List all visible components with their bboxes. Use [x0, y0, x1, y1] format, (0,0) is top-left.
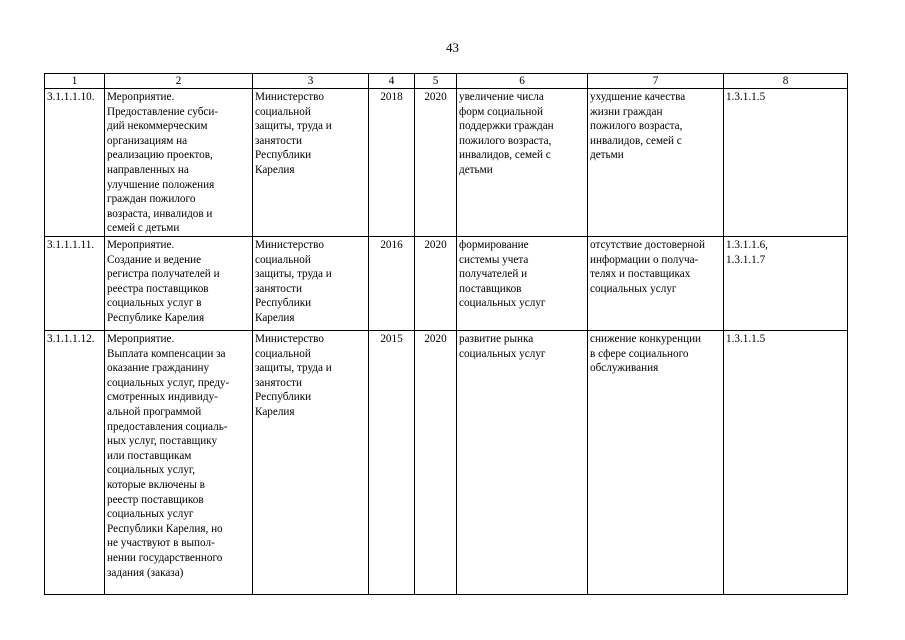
column-header-2: 2 [105, 74, 253, 89]
end-year-cell-text: 2020 [424, 91, 447, 103]
column-header-5: 5 [415, 74, 457, 89]
code-cell [45, 331, 105, 595]
consequences-cell [588, 331, 724, 595]
table-row [45, 89, 848, 237]
code-cell [45, 237, 105, 331]
consequences-cell [588, 89, 724, 237]
executor-cell-text: Министерство социальной защиты, труда и занятости Республики Карелия [255, 91, 332, 176]
expected-result-cell-text: формирование системы учета получателей и поставщиков социальных услуг [459, 239, 546, 310]
end-year-cell [415, 89, 457, 237]
program-events-table [44, 73, 848, 595]
column-header-7: 7 [588, 74, 724, 89]
indicator-link-cell [724, 237, 848, 331]
executor-cell [253, 89, 369, 237]
end-year-cell-text: 2020 [424, 333, 447, 345]
executor-cell-text: Министерство социальной защиты, труда и занятости Республики Карелия [255, 239, 332, 324]
expected-result-cell [457, 89, 588, 237]
start-year-cell [369, 331, 415, 595]
table-row [45, 331, 848, 595]
start-year-cell [369, 237, 415, 331]
end-year-cell [415, 331, 457, 595]
page-number: 43 [446, 40, 459, 55]
consequences-cell-text: отсутствие достоверной информации о получа- телях и поставщиках социальных услуг [590, 239, 706, 295]
event-description-cell-text: Мероприятие. Создание и ведение регистра получателей и реестра поставщиков социальных услуг в Республике Карелия [107, 239, 220, 324]
code-cell-text: 3.1.1.1.11. [47, 239, 95, 251]
column-header-8: 8 [724, 74, 848, 89]
start-year-cell-text: 2016 [380, 239, 403, 251]
column-header-3: 3 [253, 74, 369, 89]
start-year-cell-text: 2018 [380, 91, 403, 103]
expected-result-cell [457, 331, 588, 595]
event-description-cell [105, 237, 253, 331]
indicator-link-cell-text: 1.3.1.1.6, 1.3.1.1.7 [726, 239, 768, 266]
start-year-cell-text: 2015 [380, 333, 403, 345]
indicator-link-cell-text: 1.3.1.1.5 [726, 333, 766, 345]
event-description-cell-text: Мероприятие. Предоставление субси- дий некоммерческим организациям на реализацию проектов, направленных на улучшение положения граждан пожилого возраста, инвалидов и семей с детьми [107, 91, 219, 235]
end-year-cell [415, 237, 457, 331]
executor-cell [253, 331, 369, 595]
table-body [45, 89, 848, 595]
event-description-cell [105, 89, 253, 237]
column-header-1: 1 [45, 74, 105, 89]
header-row [45, 74, 848, 89]
indicator-link-cell [724, 331, 848, 595]
consequences-cell [588, 237, 724, 331]
consequences-cell-text: снижение конкуренции в сфере социального обслуживания [590, 333, 702, 375]
table-row [45, 237, 848, 331]
consequences-cell-text: ухудшение качества жизни граждан пожилого возраста, инвалидов, семей с детьми [590, 91, 686, 162]
code-cell-text: 3.1.1.1.12. [47, 333, 95, 345]
code-cell-text: 3.1.1.1.10. [47, 91, 95, 103]
end-year-cell-text: 2020 [424, 239, 447, 251]
executor-cell-text: Министерство социальной защиты, труда и занятости Республики Карелия [255, 333, 332, 418]
code-cell [45, 89, 105, 237]
column-header-6: 6 [457, 74, 588, 89]
event-description-cell-text: Мероприятие. Выплата компенсации за оказание гражданину социальных услуг, преду- смотренных индивиду- альной программой предоставления социаль- ных услуг, поставщику или поставщикам социальных услуг, которые включены в реестр поставщиков социальных услуг Республики Карелия, но не участвуют в выпол- нении государственного задания (заказа) [107, 333, 230, 579]
start-year-cell [369, 89, 415, 237]
expected-result-cell-text: увеличение числа форм социальной поддержки граждан пожилого возраста, инвалидов, семей с детьми [459, 91, 554, 176]
column-header-4: 4 [369, 74, 415, 89]
indicator-link-cell-text: 1.3.1.1.5 [726, 91, 766, 103]
expected-result-cell-text: развитие рынка социальных услуг [459, 333, 546, 360]
expected-result-cell [457, 237, 588, 331]
executor-cell [253, 237, 369, 331]
event-description-cell [105, 331, 253, 595]
indicator-link-cell [724, 89, 848, 237]
